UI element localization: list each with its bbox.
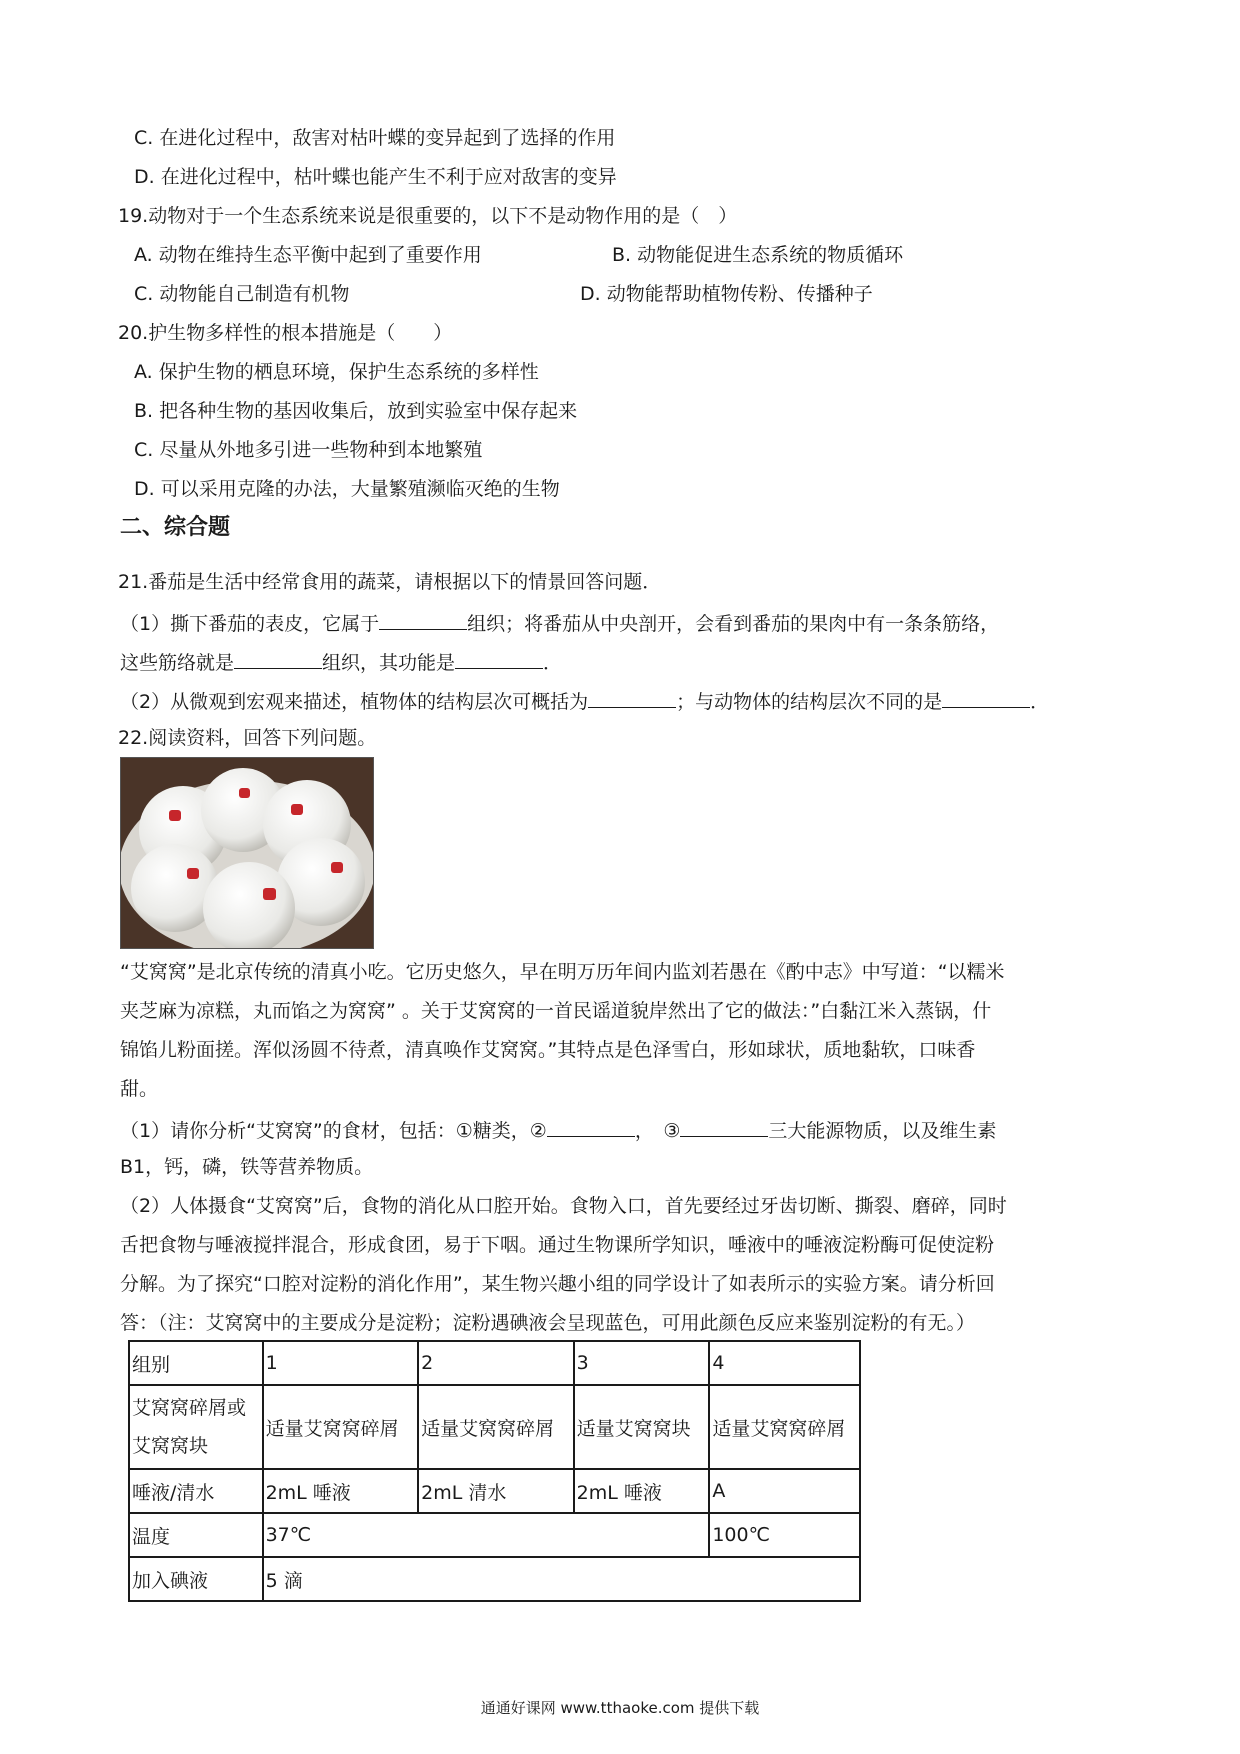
q22-blank-2[interactable]	[547, 1116, 635, 1137]
q19-option-c: C. 动物能自己制造有机物	[134, 283, 350, 305]
table-row-sample	[129, 1385, 860, 1469]
q22-sub2-line3: 分解。为了探究“口腔对淀粉的消化作用”，某生物兴趣小组的同学设计了如表所示的实验方案。请分析回	[120, 1273, 995, 1295]
table-row-iodine	[129, 1557, 860, 1601]
q18-option-c: C. 在进化过程中，敌害对枯叶蝶的变异起到了选择的作用	[134, 127, 616, 149]
q21-part1-text-e: ．	[543, 652, 563, 674]
table-cell: 100℃	[709, 1513, 860, 1557]
table-cell: 1	[263, 1341, 419, 1385]
q21-blank-3[interactable]	[455, 648, 543, 669]
table-cell-header: 组别	[129, 1341, 263, 1385]
q21-blank-2[interactable]	[234, 648, 322, 669]
q21-blank-4[interactable]	[588, 687, 676, 708]
q22-blank-3[interactable]	[680, 1116, 768, 1137]
table-cell-header: 温度	[129, 1513, 263, 1557]
q21-part1-line1	[120, 609, 999, 636]
q22-sub1-line1	[120, 1116, 996, 1143]
q22-passage-line3: 锦馅儿粉面搓。浑似汤圆不待煮，清真唤作艾窝窝。”其特点是色泽雪白，形如球状，质地黏软，口味香	[120, 1039, 976, 1061]
q22-sub1-line2: B1，钙，磷，铁等营养物质。	[120, 1156, 374, 1178]
q18-option-d: D. 在进化过程中，枯叶蝶也能产生不利于应对敌害的变异	[134, 166, 617, 188]
table-row-temperature	[129, 1513, 860, 1557]
q21-part1-text-a: （1）撕下番茄的表皮，它属于	[120, 613, 380, 635]
q22-sub2-line4: 答：（注：艾窝窝中的主要成分是淀粉；淀粉遇碘液会呈现蓝色，可用此颜色反应来鉴别淀粉的有无。）	[120, 1312, 976, 1334]
table-cell-header	[129, 1385, 263, 1469]
q19-stem: 19.动物对于一个生态系统来说是很重要的，以下不是动物作用的是（ ）	[118, 205, 738, 227]
table-row-liquid	[129, 1469, 860, 1513]
table-cell: 37℃	[263, 1513, 710, 1557]
table-header-line1: 艾窝窝碎屑或	[132, 1397, 247, 1419]
section-title: 二、综合题	[120, 515, 231, 540]
q20-option-d: D. 可以采用克隆的办法，大量繁殖濒临灭绝的生物	[134, 478, 560, 500]
table-cell-header: 加入碘液	[129, 1557, 263, 1601]
q21-part1-line2	[120, 648, 562, 675]
q21-stem: 21.番茄是生活中经常食用的蔬菜，请根据以下的情景回答问题．	[118, 571, 662, 593]
q20-stem: 20.护生物多样性的根本措施是（ ）	[118, 322, 453, 344]
experiment-table	[128, 1340, 861, 1602]
table-header-line2: 艾窝窝块	[132, 1435, 209, 1457]
q21-part1-text-b: 组织；将番茄从中央剖开，会看到番茄的果肉中有一条条筋络，	[467, 613, 1000, 635]
q19-option-a: A. 动物在维持生态平衡中起到了重要作用	[134, 244, 482, 266]
table-cell: 2mL 唾液	[263, 1469, 419, 1513]
table-cell: 2mL 唾液	[574, 1469, 710, 1513]
aiwowo-photo-image	[121, 758, 373, 948]
table-cell: 2mL 清水	[418, 1469, 574, 1513]
q22-passage-line2: 夹芝麻为凉糕，丸而馅之为窝窝” 。关于艾窝窝的一首民谣道貌岸然出了它的做法：”白黏江米入蒸锅，什	[120, 1000, 992, 1022]
table-cell: 适量艾窝窝碎屑	[263, 1385, 419, 1469]
table-cell: 2	[418, 1341, 574, 1385]
table-cell: 4	[709, 1341, 860, 1385]
table-cell-header: 唾液/清水	[129, 1469, 263, 1513]
q21-part2-text-a: （2）从微观到宏观来描述，植物体的结构层次可概括为	[120, 691, 589, 713]
q21-part1-text-d: 组织，其功能是	[322, 652, 456, 674]
q22-sub1-text-c: 三大能源物质，以及维生素	[768, 1120, 997, 1142]
table-cell: 适量艾窝窝碎屑	[709, 1385, 860, 1469]
q21-part2-text-b: ；与动物体的结构层次不同的是	[676, 691, 943, 713]
q22-passage-line4: 甜。	[120, 1078, 159, 1100]
q20-option-a: A. 保护生物的栖息环境，保护生态系统的多样性	[134, 361, 539, 383]
q21-part2-line	[120, 687, 1049, 714]
q21-part1-text-c: 这些筋络就是	[120, 652, 235, 674]
q20-option-b: B. 把各种生物的基因收集后，放到实验室中保存起来	[134, 400, 578, 422]
table-cell: 适量艾窝窝碎屑	[418, 1385, 574, 1469]
table-cell: 3	[574, 1341, 710, 1385]
table-row-group	[129, 1341, 860, 1385]
page-footer: 通通好课网 www.tthaoke.com 提供下载	[480, 1699, 760, 1717]
q20-option-c: C. 尽量从外地多引进一些物种到本地繁殖	[134, 439, 483, 461]
q21-blank-5[interactable]	[942, 687, 1030, 708]
table-cell: 5 滴	[263, 1557, 860, 1601]
table-cell: 适量艾窝窝块	[574, 1385, 710, 1469]
aiwowo-photo	[120, 757, 374, 949]
q22-sub2-line1: （2）人体摄食“艾窝窝”后，食物的消化从口腔开始。食物入口，首先要经过牙齿切断、撕裂、磨碎，同时	[120, 1195, 1007, 1217]
q22-stem: 22.阅读资料，回答下列问题。	[118, 727, 377, 749]
q22-sub2-line2: 舌把食物与唾液搅拌混合，形成食团，易于下咽。通过生物课所学知识，唾液中的唾液淀粉酶可促使淀粉	[120, 1234, 995, 1256]
q22-sub1-text-b: ， ③	[634, 1120, 681, 1142]
q22-sub1-text-a: （1）请你分析“艾窝窝”的食材，包括：①糖类，②	[120, 1120, 547, 1142]
q21-blank-1[interactable]	[379, 609, 467, 630]
table-cell: A	[709, 1469, 860, 1513]
q21-part2-text-c: ．	[1030, 691, 1050, 713]
q19-option-d: D. 动物能帮助植物传粉、传播种子	[580, 283, 873, 305]
q19-option-b: B. 动物能促进生态系统的物质循环	[612, 244, 904, 266]
q22-passage-line1: “艾窝窝”是北京传统的清真小吃。它历史悠久，早在明万历年间内监刘若愚在《酌中志》中写道：“以糯米	[120, 961, 1005, 983]
